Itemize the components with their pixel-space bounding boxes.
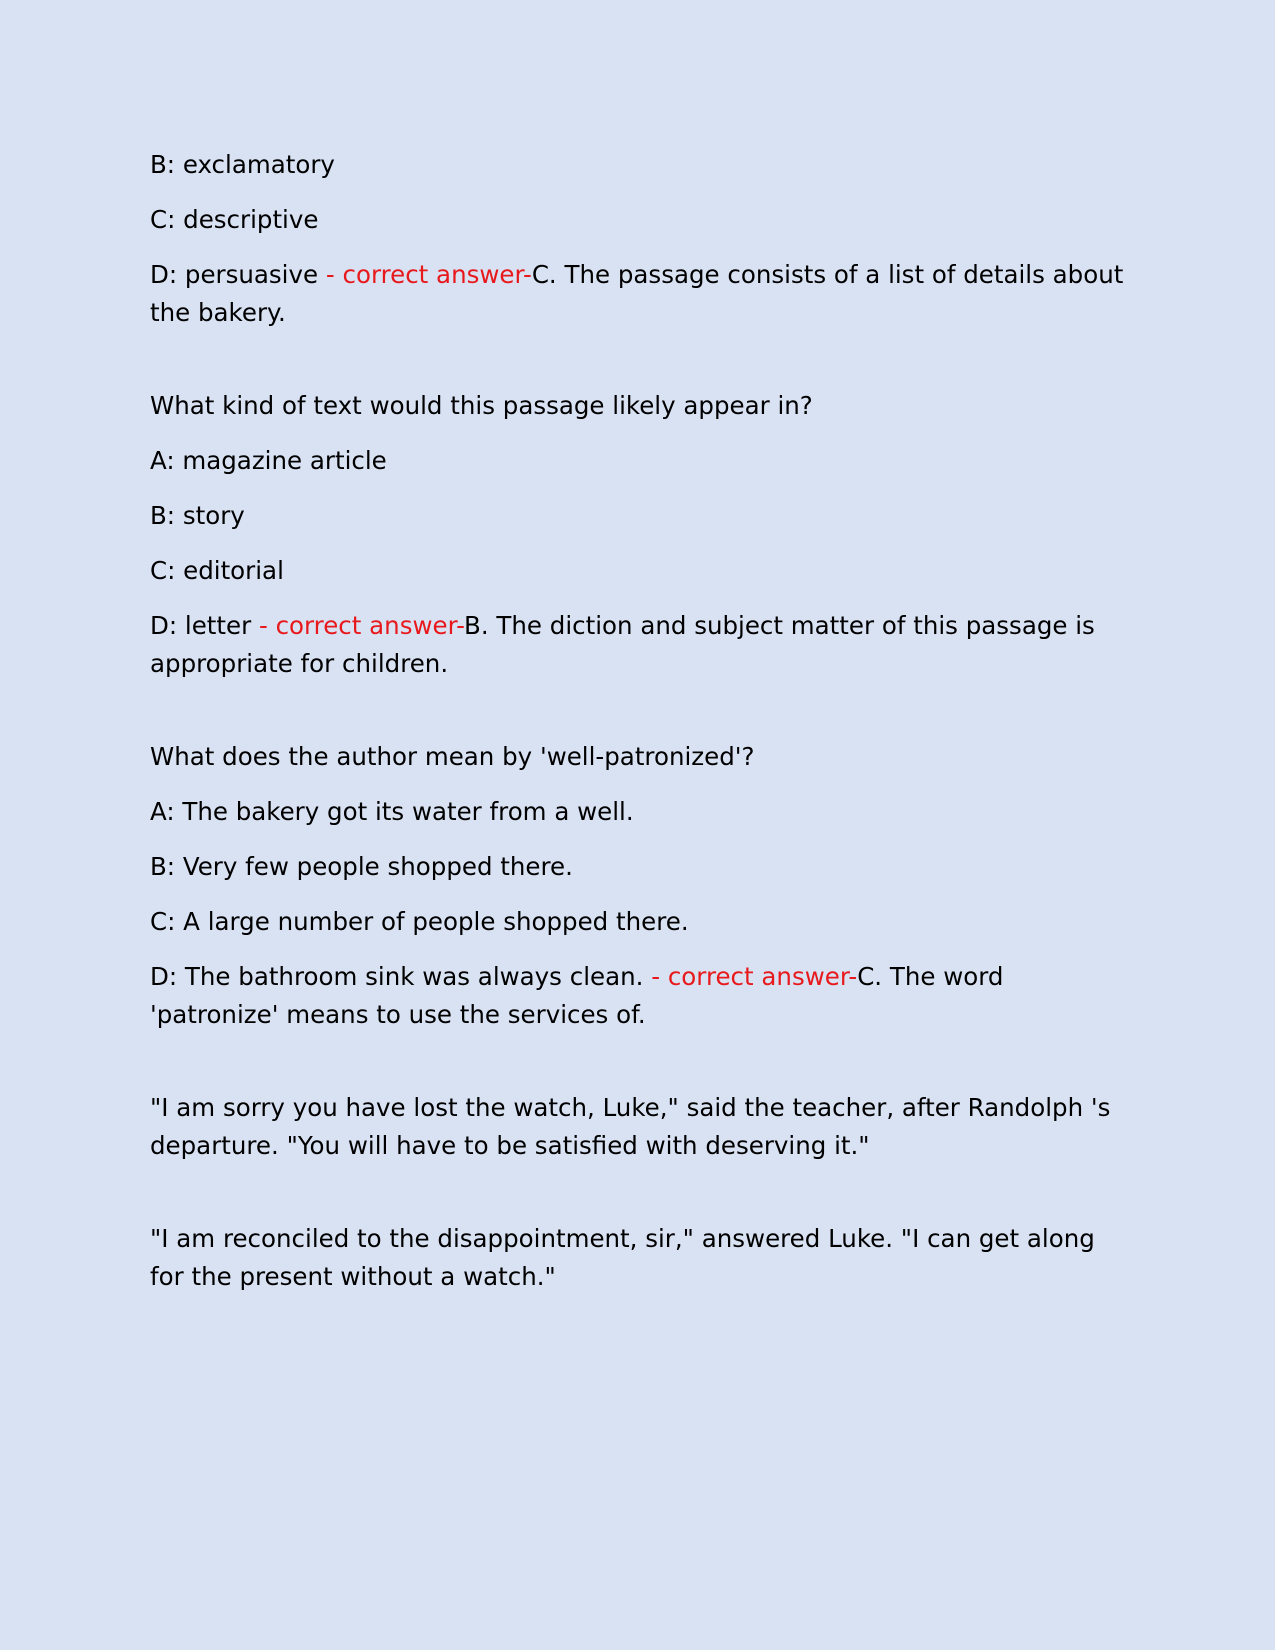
answer-explanation: C. The passage consists of a list of details about the bakery. xyxy=(150,260,1124,327)
option-a: A: magazine article xyxy=(150,446,387,475)
option-d: D: The bathroom sink was always clean. xyxy=(150,962,644,991)
answer-explanation: B. The diction and subject matter of this passage is appropriate for children. xyxy=(150,611,1095,678)
option-d: D: persuasive xyxy=(150,260,319,289)
correct-answer-marker: - correct answer- xyxy=(318,260,532,289)
option-a: A: The bakery got its water from a well. xyxy=(150,797,634,826)
passage-paragraph-1: "I am sorry you have lost the watch, Luke," said the teacher, after Randolph 's departure. "You will have to be satisfied with deserving it." xyxy=(150,1093,1111,1160)
correct-answer-marker: - correct answer- xyxy=(251,611,465,640)
option-d-with-answer xyxy=(150,256,1135,332)
option-c: C: descriptive xyxy=(150,205,319,234)
option-d-with-answer xyxy=(150,958,1135,1034)
option-b: B: exclamatory xyxy=(150,150,335,179)
passage-paragraph-2: "I am reconciled to the disappointment, sir," answered Luke. "I can get along for the present without a watch." xyxy=(150,1224,1095,1291)
answer-explanation: C. The word 'patronize' means to use the services of. xyxy=(150,962,1004,1029)
option-c: C: editorial xyxy=(150,556,284,585)
option-b: B: Very few people shopped there. xyxy=(150,852,573,881)
option-c: C: A large number of people shopped there. xyxy=(150,907,689,936)
correct-answer-marker: - correct answer- xyxy=(643,962,858,991)
question-text: What does the author mean by 'well-patronized'? xyxy=(150,742,755,771)
question-text: What kind of text would this passage likely appear in? xyxy=(150,391,813,420)
option-b: B: story xyxy=(150,501,245,530)
document-page xyxy=(150,146,1135,1313)
option-d: D: letter xyxy=(150,611,252,640)
option-d-with-answer xyxy=(150,607,1135,683)
